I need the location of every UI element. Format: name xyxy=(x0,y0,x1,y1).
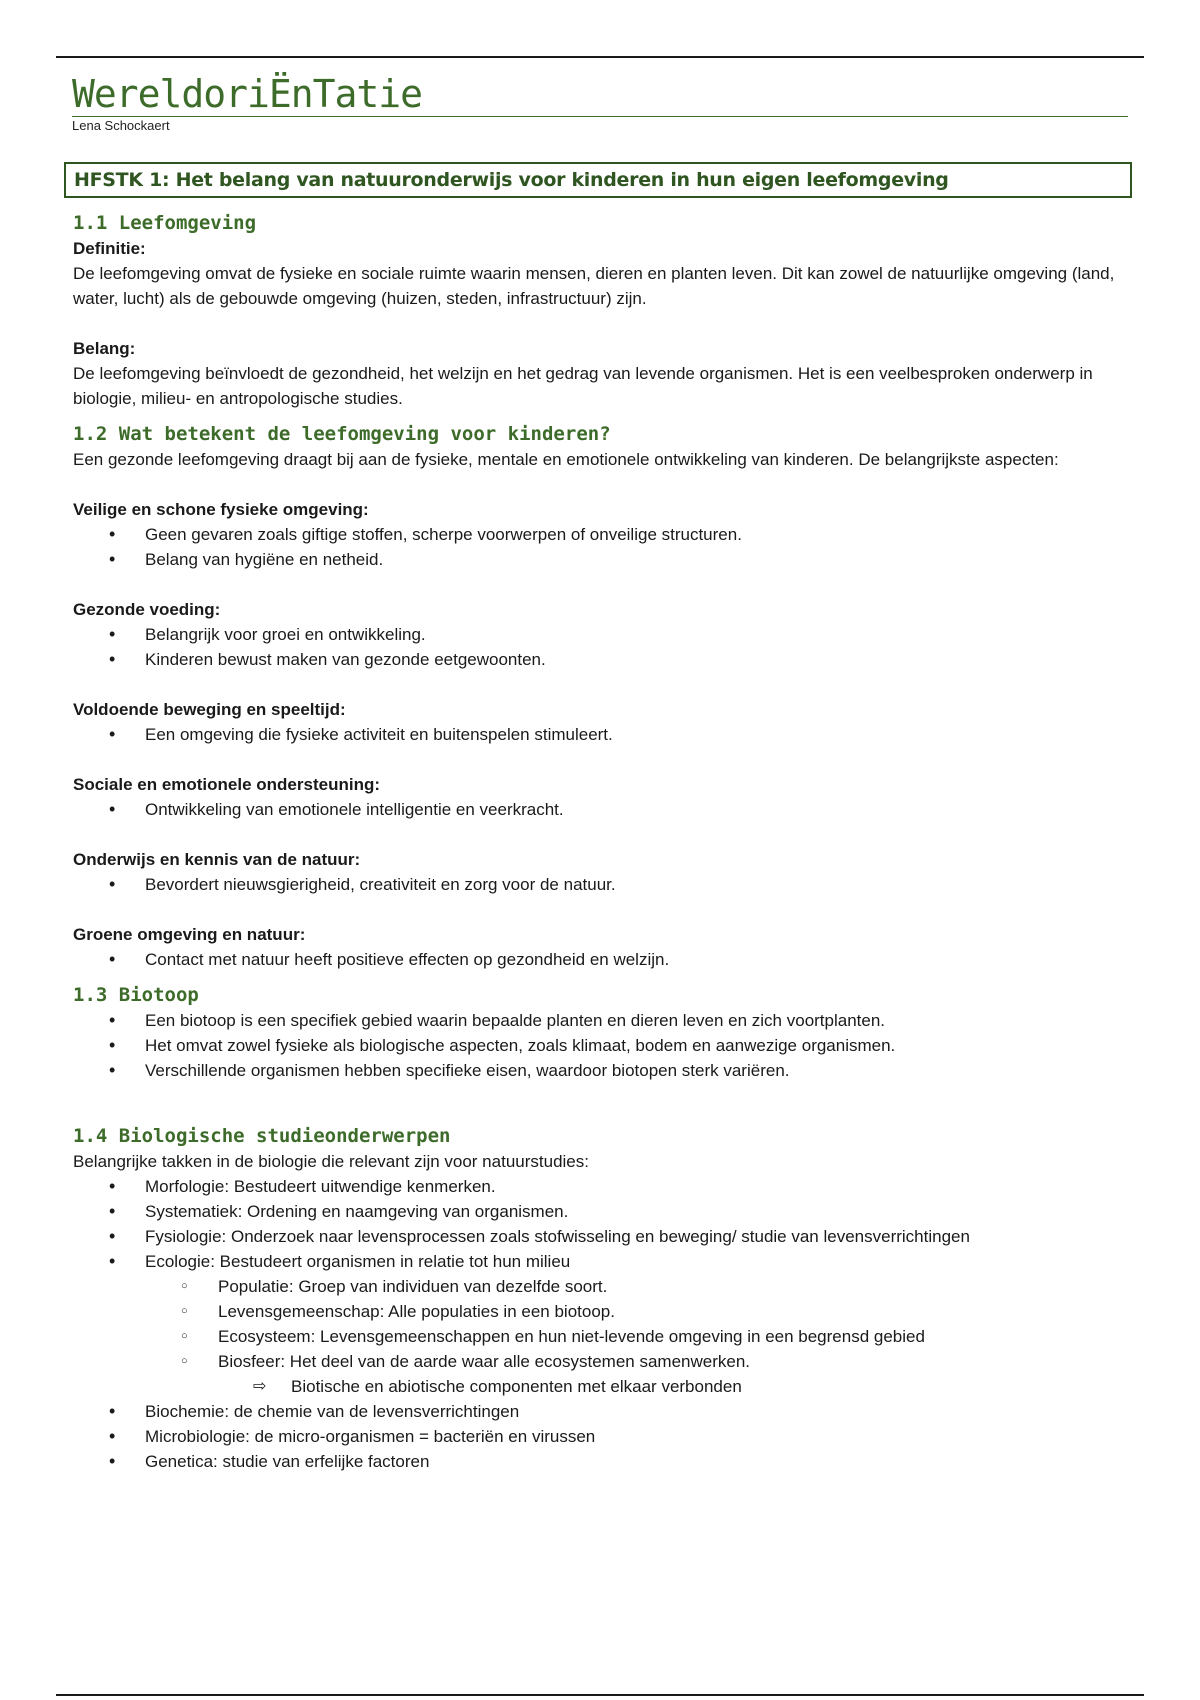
aspect-label-safe-environment: Veilige en schone fysieke omgeving: xyxy=(73,500,369,519)
sub-list-item: ○ Biosfeer: Het deel van de aarde waar alle ecosystemen samenwerken. xyxy=(73,1349,1133,1374)
aspect-label-social-support: Sociale en emotionele ondersteuning: xyxy=(73,775,380,794)
definition-label: Definitie: xyxy=(73,239,146,258)
chapter-title: HFSTK 1: Het belang van natuuronderwijs voor kinderen in hun eigen leefomgeving xyxy=(74,169,949,191)
list-item: • Een biotoop is een specifiek gebied waarin bepaalde planten en dieren leven en zich voortplanten. xyxy=(73,1008,1133,1033)
aspect-label-education: Onderwijs en kennis van de natuur: xyxy=(73,850,361,869)
title-underline xyxy=(72,116,1128,117)
section-heading-1-1: 1.1 Leefomgeving xyxy=(73,212,257,234)
arrow-right-icon: ⇨ xyxy=(253,1378,267,1395)
aspect-list-education xyxy=(73,872,1133,897)
list-item: • Genetica: studie van erfelijke factoren xyxy=(73,1449,1133,1474)
section-1-4-intro: Belangrijke takken in de biologie die relevant zijn voor natuurstudies: xyxy=(73,1152,589,1171)
aspect-list-green-environment xyxy=(73,947,1133,972)
document-body xyxy=(73,210,1133,1474)
list-item: • Ontwikkeling van emotionele intelligentie en veerkracht. xyxy=(73,797,1133,822)
top-rule xyxy=(56,56,1144,58)
biology-branches-list xyxy=(73,1174,1133,1274)
list-item: • Geen gevaren zoals giftige stoffen, scherpe voorwerpen of onveilige structuren. xyxy=(73,522,1133,547)
bottom-rule xyxy=(56,1694,1144,1696)
biology-branches-list-continued xyxy=(73,1399,1133,1474)
importance-label: Belang: xyxy=(73,339,136,358)
section-1-2-intro: Een gezonde leefomgeving draagt bij aan de fysieke, mentale en emotionele ontwikkeling van kinderen. De belangrijkste aspecten: xyxy=(73,450,1059,469)
list-item: • Ecologie: Bestudeert organismen in relatie tot hun milieu xyxy=(73,1249,1133,1274)
author-name: Lena Schockaert xyxy=(72,118,170,133)
definition-text: De leefomgeving omvat de fysieke en sociale ruimte waarin mensen, dieren en planten leven. Dit kan zowel de natuurlijke omgeving (land, water, lucht) als de gebouwde omgeving (huizen, steden, infrastructuur) zijn. xyxy=(73,264,1115,308)
aspect-label-green-environment: Groene omgeving en natuur: xyxy=(73,925,306,944)
list-item: • Contact met natuur heeft positieve effecten op gezondheid en welzijn. xyxy=(73,947,1133,972)
section-heading-1-2: 1.2 Wat betekent de leefomgeving voor kinderen? xyxy=(73,423,611,445)
chapter-heading-box xyxy=(64,162,1132,198)
aspect-list-movement xyxy=(73,722,1133,747)
list-item: • Biochemie: de chemie van de levensverrichtingen xyxy=(73,1399,1133,1424)
list-item: • Kinderen bewust maken van gezonde eetgewoonten. xyxy=(73,647,1133,672)
list-item: • Systematiek: Ordening en naamgeving van organismen. xyxy=(73,1199,1133,1224)
list-item: • Een omgeving die fysieke activiteit en buitenspelen stimuleert. xyxy=(73,722,1133,747)
list-item: • Belang van hygiëne en netheid. xyxy=(73,547,1133,572)
sub-list-item: ○ Ecosysteem: Levensgemeenschappen en hun niet-levende omgeving in een begrensd gebied xyxy=(73,1324,1133,1349)
list-item: • Morfologie: Bestudeert uitwendige kenmerken. xyxy=(73,1174,1133,1199)
aspect-list-nutrition xyxy=(73,622,1133,672)
list-item: • Bevordert nieuwsgierigheid, creativiteit en zorg voor de natuur. xyxy=(73,872,1133,897)
aspect-label-nutrition: Gezonde voeding: xyxy=(73,600,221,619)
arrow-note xyxy=(73,1374,1133,1399)
list-item: • Microbiologie: de micro-organismen = bacteriën en virussen xyxy=(73,1424,1133,1449)
list-item: • Belangrijk voor groei en ontwikkeling. xyxy=(73,622,1133,647)
list-item: • Fysiologie: Onderzoek naar levensprocessen zoals stofwisseling en beweging/ studie van levensverrichtingen xyxy=(73,1224,1133,1249)
sub-list-item: ○ Populatie: Groep van individuen van dezelfde soort. xyxy=(73,1274,1133,1299)
ecology-sublist xyxy=(73,1274,1133,1374)
section-heading-1-3: 1.3 Biotoop xyxy=(73,984,199,1006)
document-title: WereldoriËnTatie xyxy=(72,72,423,116)
biotope-list xyxy=(73,1008,1133,1083)
list-item: • Verschillende organismen hebben specifieke eisen, waardoor biotopen sterk variëren. xyxy=(73,1058,1133,1083)
arrow-note-text: Biotische en abiotische componenten met elkaar verbonden xyxy=(291,1377,742,1396)
aspect-list-social-support xyxy=(73,797,1133,822)
importance-text: De leefomgeving beïnvloedt de gezondheid, het welzijn en het gedrag van levende organismen. Het is een veelbesproken onderwerp in biologie, milieu- en antropologische studies. xyxy=(73,364,1093,408)
sub-list-item: ○ Levensgemeenschap: Alle populaties in een biotoop. xyxy=(73,1299,1133,1324)
aspect-list-safe-environment xyxy=(73,522,1133,572)
list-item: • Het omvat zowel fysieke als biologische aspecten, zoals klimaat, bodem en aanwezige organismen. xyxy=(73,1033,1133,1058)
page-header xyxy=(72,72,1128,134)
aspect-label-movement: Voldoende beweging en speeltijd: xyxy=(73,700,346,719)
section-heading-1-4: 1.4 Biologische studieonderwerpen xyxy=(73,1125,451,1147)
